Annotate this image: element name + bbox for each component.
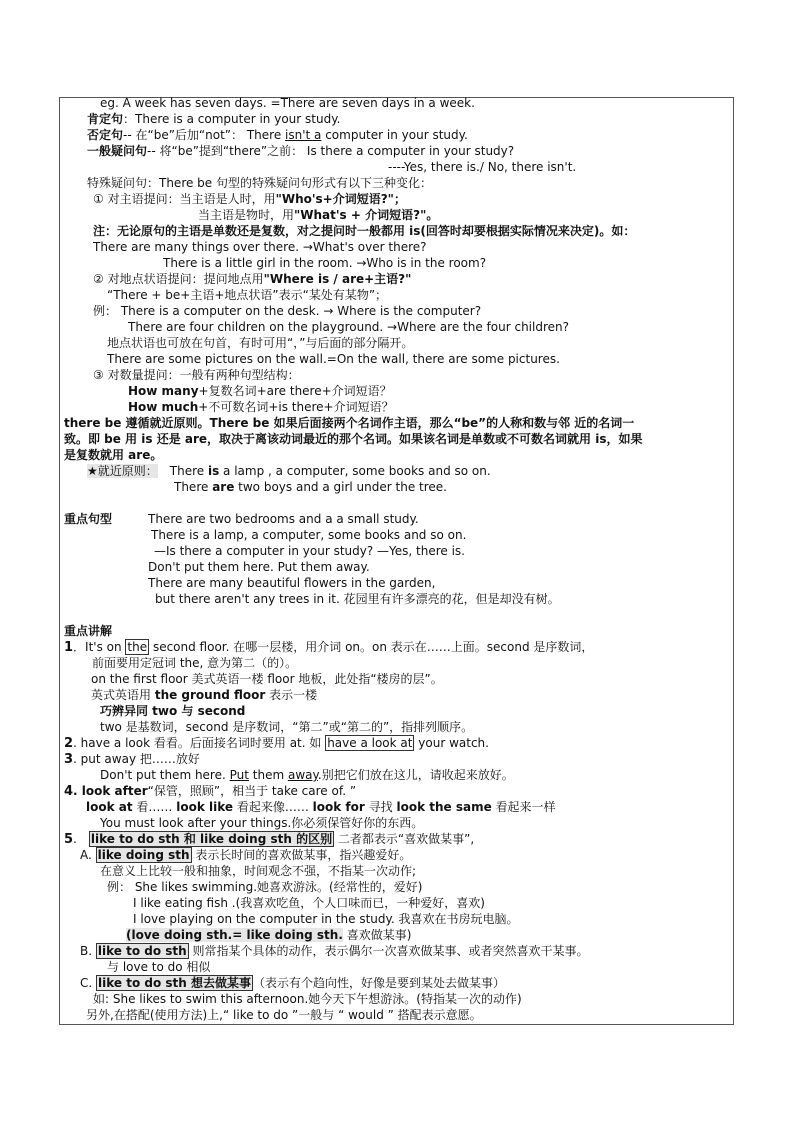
- key-points-heading: 重点讲解: [64, 624, 113, 638]
- point-5a-letter: A.: [80, 848, 96, 862]
- example-girl: There is a little girl in the room. →Who is in the room?: [163, 256, 487, 270]
- point-5b-line-2: 与 love to do 相似: [107, 960, 211, 974]
- answer-line: ----Yes, there is./ No, there isn't.: [388, 160, 577, 174]
- affirmative-line: [87, 112, 340, 127]
- point-3-example-rest: .别把它们放在这儿，请收起来放好。: [317, 768, 514, 782]
- thing-subject-line: [198, 208, 438, 223]
- point-5c-note: 另外,在搭配(使用方法)上,“ like to do ”一般与 “ would ” 搭配表示意愿。: [86, 1008, 482, 1022]
- affirmative-text: ：There is a computer in your study.: [123, 112, 341, 126]
- subject-question-line: [93, 192, 406, 207]
- point-1-number: 1: [64, 640, 74, 655]
- point-5c-text: （表示有个趋向性，好像是要到某处去做某事）: [253, 976, 506, 990]
- special-question-heading: 特殊疑问句：There be 句型的特殊疑问句形式有以下三种变化：: [87, 176, 433, 190]
- question-text: -- 将“be”提到“there”之前： Is there a computer in your study?: [147, 144, 515, 158]
- point-1-line-3: on the first floor 美式英语一楼 floor 地板，此处指“楼房的层”。: [91, 672, 443, 686]
- point-5b-letter: B.: [80, 944, 96, 958]
- point-2-text: . have a look 看看。后面接名词时要用 at. 如: [73, 736, 326, 750]
- point-4-example: You must look after your things.你必须保管好你的东西。: [100, 816, 424, 830]
- whos-pattern: "Who's+介词短语?"；: [275, 192, 406, 206]
- proximity-example-2-rest: two boys and a girl under the tree.: [234, 480, 447, 494]
- point-5c-line: [80, 976, 505, 991]
- point-3-text: . put away 把……放好: [73, 752, 200, 766]
- place-question-text: ② 对地点状语提问：提问地点用: [93, 272, 264, 286]
- point-5c-example: 如: She likes to swim this afternoon.她今天下午想游泳。(特指某一次的动作): [93, 992, 522, 1006]
- proximity-rule-line-3: 是复数就用 are。: [64, 448, 163, 462]
- love-doing-equivalence: (love doing sth.= like doing sth.: [126, 928, 343, 942]
- like-doing-sth-box: like doing sth: [97, 848, 190, 862]
- key-sentence-3: —Is there a computer in your study? —Yes, there is.: [154, 544, 465, 558]
- point-5a-text: 表示长时间的喜欢做某事，指兴趣爱好。: [191, 848, 412, 862]
- point-5a-example-2: I like eating fish .(我喜欢吃鱼，个人口味而已，一种爱好，喜欢): [133, 896, 485, 910]
- negative-line: [87, 128, 468, 143]
- point-3-line: [64, 752, 200, 767]
- like-to-do-sth-want-box: like to do sth 想去做某事: [98, 976, 251, 990]
- look-like-meaning: 看起来像……: [233, 800, 313, 814]
- point-4-text: “保管，照顾”，相当于 take care of. ”: [147, 784, 357, 798]
- point-5b-text: 则常指某个具体的动作，表示偶尔一次喜欢做某事、或者突然喜欢干某事。: [188, 944, 589, 958]
- place-question-line: [93, 272, 411, 287]
- example-desk: 例： There is a computer on the desk. → Where is the computer?: [93, 304, 482, 318]
- proximity-label: ★就近原则：: [87, 464, 158, 478]
- point-1-line-2: 前面要用定冠词 the, 意为第二（的）。: [92, 656, 298, 670]
- where-pattern: "Where is / are+主语?": [263, 272, 412, 286]
- quantity-question-line: ③ 对数量提问：一般有两种句型结构：: [93, 368, 300, 382]
- proximity-rule-line-1: there be 遵循就近原则。There be 如果后面接两个名词作主语，那么“be”的人称和数与邻 近的名词一: [64, 416, 635, 430]
- how-many-rest: +复数名词+are there+介词短语？: [198, 384, 392, 398]
- point-3-example: [100, 768, 514, 783]
- like-to-do-sth-box: like to do sth: [97, 944, 187, 958]
- point-5-text: 二者都表示“喜欢做某事”,: [334, 832, 475, 846]
- have-a-look-at-box: have a look at: [327, 736, 413, 750]
- affirmative-label: 肯定句: [87, 112, 124, 126]
- look-for: look for: [312, 800, 365, 814]
- how-many-line: [128, 384, 392, 399]
- how-many: How many: [128, 384, 199, 398]
- proximity-example-1-rest: a lamp , a computer, some books and so on.: [219, 464, 491, 478]
- look-at: look at: [86, 800, 133, 814]
- point-1-line-4: [91, 688, 317, 703]
- equivalence-meaning: 喜欢做某事): [342, 928, 412, 942]
- point-5-number: 5: [64, 832, 74, 847]
- how-much-line: [128, 400, 394, 415]
- british-rest: 表示一楼: [265, 688, 318, 702]
- look-for-meaning: 寻找: [364, 800, 397, 814]
- point-5a-equivalence: [126, 928, 411, 943]
- key-sentence-1: There are two bedrooms and a a small study.: [148, 512, 419, 526]
- point-5a-example-3: I love playing on the computer in the study. 我喜欢在书房玩电脑。: [133, 912, 519, 926]
- key-sentence-5: There are many beautiful flowers in the garden,: [148, 576, 436, 590]
- key-sentences-heading: 重点句型: [64, 512, 113, 526]
- point-5c-letter: C.: [80, 976, 97, 990]
- look-after: . look after: [73, 784, 148, 798]
- them-word: them: [248, 768, 288, 782]
- look-at-meaning: 看……: [132, 800, 177, 814]
- point-2-number: 2: [64, 736, 74, 751]
- point-5a-line: [80, 848, 411, 863]
- point-5b-line: [80, 944, 589, 959]
- the-box: the: [127, 640, 148, 654]
- question-label: 一般疑问句: [87, 144, 148, 158]
- point-4-number: 4: [64, 784, 74, 799]
- place-structure-line: “There + be+主语+地点状语”表示“某处有某物”；: [107, 288, 388, 302]
- british-text: 英式英语用: [91, 688, 155, 702]
- are-word: are: [212, 480, 235, 494]
- example-playground: There are four children on the playground. →Where are the four children?: [128, 320, 569, 334]
- how-much: How much: [128, 400, 199, 414]
- negative-text: -- 在“be”后加“not”： There: [123, 128, 286, 142]
- whats-pattern: "What's + 介词短语?"。: [294, 208, 439, 222]
- dont-put-text: Don't put them here.: [100, 768, 230, 782]
- point-3-number: 3: [64, 752, 74, 767]
- point-5a-example-1: 例： She likes swimming.她喜欢游泳。(经常性的，爱好): [107, 880, 423, 894]
- look-phrases-line: [86, 800, 556, 815]
- distinguish-heading: 巧辨异同 two 与 second: [100, 704, 246, 718]
- look-like: look like: [176, 800, 234, 814]
- like-to-do-vs-doing-box: like to do sth 和 like doing sth 的区别: [90, 832, 333, 846]
- isnt-a: isn't a: [285, 128, 322, 142]
- key-sentence-2: There is a lamp, a computer, some books and so on.: [151, 528, 467, 542]
- proximity-example-1: [87, 464, 491, 479]
- distinguish-text: two 是基数词，second 是序数词，“第二”或“第二的”，指排列顺序。: [100, 720, 474, 734]
- point-5a-line-2: 在意义上比较一般和抽象，时间观念不强，不指某一次动作;: [100, 864, 417, 878]
- question-line: [87, 144, 514, 159]
- proximity-example-2: [174, 480, 447, 495]
- point-2-line: [64, 736, 489, 751]
- thing-subject-text: 当主语是物时，用: [198, 208, 295, 222]
- point-5-dot: .: [73, 832, 77, 846]
- example-line: eg. A week has seven days. =There are seven days in a week.: [100, 96, 475, 110]
- point-4-line: [64, 784, 356, 799]
- key-sentence-4: Don't put them here. Put them away.: [148, 560, 370, 574]
- proximity-rule-line-2: 致。即 be 用 is 还是 are，取决于离该动词最近的那个名词。如果该名词是单数或不可数名词就用 is，如果: [64, 432, 643, 446]
- look-the-same: look the same: [396, 800, 492, 814]
- example-wall: There are some pictures on the wall.=On the wall, there are some pictures.: [107, 352, 560, 366]
- point-1-text: ．It's on: [73, 640, 126, 654]
- point-5-line: [64, 832, 474, 847]
- place-front-line: 地点状语也可放在句首，有时可用“，”与后面的部分隔开。: [107, 336, 414, 350]
- note-line: 注：无论原句的主语是单数还是复数，对之提问时一般都用 is(回答时却要根据实际情况来决定)。如：: [93, 224, 636, 238]
- point-1-rest: second floor. 在哪一层楼，用介词 on。on 表示在……上面。second 是序数词，: [149, 640, 594, 654]
- there-word: There: [169, 464, 208, 478]
- ground-floor: the ground floor: [154, 688, 266, 702]
- negative-label: 否定句: [87, 128, 124, 142]
- point-2-rest: your watch.: [414, 736, 489, 750]
- put-word: Put: [229, 768, 249, 782]
- look-the-same-meaning: 看起来一样: [491, 800, 556, 814]
- example-things: There are many things over there. →What's over there?: [93, 240, 427, 254]
- there-word-2: There: [174, 480, 213, 494]
- away-word: away: [287, 768, 318, 782]
- is-word: is: [207, 464, 220, 478]
- key-sentence-6: but there aren't any trees in it. 花园里有许多漂亮的花，但是却没有树。: [155, 592, 560, 606]
- how-much-rest: +不可数名词+is there+介词短语？: [198, 400, 394, 414]
- subject-question-text: ① 对主语提问：当主语是人时，用: [93, 192, 276, 206]
- negative-rest: computer in your study.: [321, 128, 468, 142]
- point-1-line: [64, 640, 593, 655]
